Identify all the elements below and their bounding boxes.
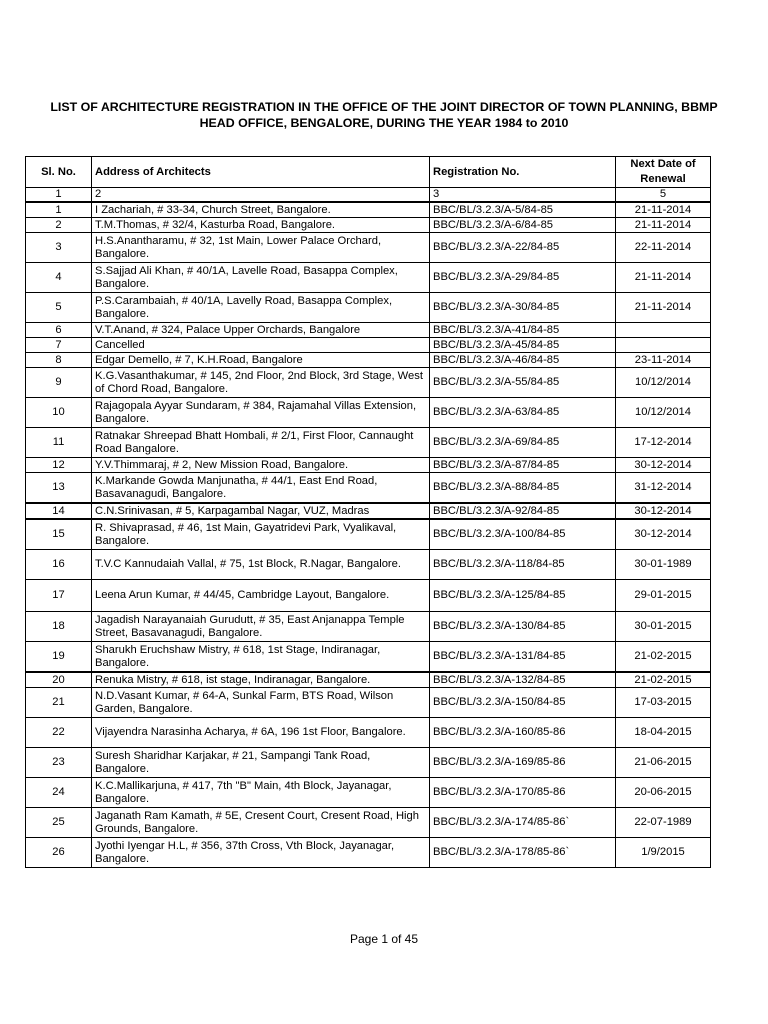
cell-registration-no: BBC/BL/3.2.3/A-169/85-86 (430, 748, 616, 778)
cell-registration-no: BBC/BL/3.2.3/A-160/85-86 (430, 718, 616, 748)
cell-registration-no: BBC/BL/3.2.3/A-118/84-85 (430, 550, 616, 580)
cell-registration-no: BBC/BL/3.2.3/A-63/84-85 (430, 398, 616, 428)
table-row (26, 473, 711, 504)
table-row (26, 263, 711, 293)
cell-renewal-date: 21-11-2014 (616, 293, 711, 323)
table-row (26, 218, 711, 233)
table-row (26, 503, 711, 519)
cell-registration-no: BBC/BL/3.2.3/A-87/84-85 (430, 458, 616, 473)
cell-renewal-date (616, 323, 711, 338)
cell-sl-no: 11 (26, 428, 92, 458)
cell-registration-no: BBC/BL/3.2.3/A-29/84-85 (430, 263, 616, 293)
table-row (26, 338, 711, 353)
cell-address: K.Markande Gowda Manjunatha, # 44/1, East End Road, Basavanagudi, Bangalore. (92, 473, 430, 504)
cell-renewal-date: 21-02-2015 (616, 642, 711, 673)
cell-registration-no: BBC/BL/3.2.3/A-131/84-85 (430, 642, 616, 673)
cell-renewal-date: 17-12-2014 (616, 428, 711, 458)
cell-renewal-date: 31-12-2014 (616, 473, 711, 504)
cell-registration-no: BBC/BL/3.2.3/A-130/84-85 (430, 612, 616, 642)
cell-sl-no: 17 (26, 580, 92, 612)
header-sl-no: Sl. No. (26, 157, 92, 188)
document-title (20, 99, 748, 131)
table-row (26, 428, 711, 458)
table-row (26, 748, 711, 778)
header-address: Address of Architects (92, 157, 430, 188)
cell-address: P.S.Carambaiah, # 40/1A, Lavelly Road, Basappa Complex, Bangalore. (92, 293, 430, 323)
cell-sl-no: 16 (26, 550, 92, 580)
cell-renewal-date: 30-12-2014 (616, 458, 711, 473)
cell-registration-no: BBC/BL/3.2.3/A-178/85-86` (430, 838, 616, 868)
cell-registration-no: BBC/BL/3.2.3/A-132/84-85 (430, 672, 616, 688)
cell-address: Renuka Mistry, # 618, ist stage, Indiranagar, Bangalore. (92, 672, 430, 688)
cell-sl-no: 24 (26, 778, 92, 808)
cell-address: Sharukh Eruchshaw Mistry, # 618, 1st Stage, Indiranagar, Bangalore. (92, 642, 430, 673)
cell-sl-no: 12 (26, 458, 92, 473)
cell-renewal-date: 22-07-1989 (616, 808, 711, 838)
table-row (26, 688, 711, 718)
column-number: 3 (430, 188, 616, 203)
cell-registration-no: BBC/BL/3.2.3/A-92/84-85 (430, 503, 616, 519)
cell-sl-no: 26 (26, 838, 92, 868)
cell-registration-no: BBC/BL/3.2.3/A-6/84-85 (430, 218, 616, 233)
table-row (26, 612, 711, 642)
page-number: Page 1 of 45 (349, 932, 419, 946)
cell-renewal-date: 30-12-2014 (616, 519, 711, 550)
cell-renewal-date: 17-03-2015 (616, 688, 711, 718)
table-row (26, 550, 711, 580)
cell-renewal-date (616, 338, 711, 353)
table-row (26, 718, 711, 748)
cell-renewal-date: 20-06-2015 (616, 778, 711, 808)
cell-renewal-date: 21-11-2014 (616, 218, 711, 233)
column-number: 5 (616, 188, 711, 203)
header-renewal: Next Date of Renewal (616, 157, 711, 188)
cell-address: Jyothi Iyengar H.L, # 356, 37th Cross, Vth Block, Jayanagar, Bangalore. (92, 838, 430, 868)
cell-registration-no: BBC/BL/3.2.3/A-22/84-85 (430, 233, 616, 263)
cell-renewal-date: 21-11-2014 (616, 202, 711, 218)
table-row (26, 519, 711, 550)
cell-registration-no: BBC/BL/3.2.3/A-88/84-85 (430, 473, 616, 504)
cell-address: K.G.Vasanthakumar, # 145, 2nd Floor, 2nd Block, 3rd Stage, West of Chord Road, Bangalore. (92, 368, 430, 398)
cell-address: Rajagopala Ayyar Sundaram, # 384, Rajamahal Villas Extension, Bangalore. (92, 398, 430, 428)
cell-sl-no: 4 (26, 263, 92, 293)
cell-address: Suresh Sharidhar Karjakar, # 21, Sampangi Tank Road, Bangalore. (92, 748, 430, 778)
cell-address: Jagadish Narayanaiah Gurudutt, # 35, East Anjanappa Temple Street, Basavanagudi, Bangalore. (92, 612, 430, 642)
cell-sl-no: 22 (26, 718, 92, 748)
cell-sl-no: 23 (26, 748, 92, 778)
cell-registration-no: BBC/BL/3.2.3/A-55/84-85 (430, 368, 616, 398)
cell-renewal-date: 21-06-2015 (616, 748, 711, 778)
cell-registration-no: BBC/BL/3.2.3/A-100/84-85 (430, 519, 616, 550)
cell-registration-no: BBC/BL/3.2.3/A-41/84-85 (430, 323, 616, 338)
cell-renewal-date: 30-12-2014 (616, 503, 711, 519)
column-number: 1 (26, 188, 92, 203)
cell-registration-no: BBC/BL/3.2.3/A-30/84-85 (430, 293, 616, 323)
cell-registration-no: BBC/BL/3.2.3/A-125/84-85 (430, 580, 616, 612)
cell-sl-no: 14 (26, 503, 92, 519)
cell-sl-no: 25 (26, 808, 92, 838)
cell-sl-no: 18 (26, 612, 92, 642)
cell-registration-no: BBC/BL/3.2.3/A-69/84-85 (430, 428, 616, 458)
table-row (26, 323, 711, 338)
cell-sl-no: 20 (26, 672, 92, 688)
cell-sl-no: 19 (26, 642, 92, 673)
cell-sl-no: 21 (26, 688, 92, 718)
cell-sl-no: 6 (26, 323, 92, 338)
cell-renewal-date: 22-11-2014 (616, 233, 711, 263)
table-row (26, 368, 711, 398)
cell-address: Ratnakar Shreepad Bhatt Hombali, # 2/1, First Floor, Cannaught Road Bangalore. (92, 428, 430, 458)
cell-address: N.D.Vasant Kumar, # 64-A, Sunkal Farm, BTS Road, Wilson Garden, Bangalore. (92, 688, 430, 718)
table-row (26, 808, 711, 838)
cell-registration-no: BBC/BL/3.2.3/A-174/85-86` (430, 808, 616, 838)
cell-address: I Zachariah, # 33-34, Church Street, Bangalore. (92, 202, 430, 218)
cell-renewal-date: 21-02-2015 (616, 672, 711, 688)
cell-address: T.M.Thomas, # 32/4, Kasturba Road, Bangalore. (92, 218, 430, 233)
cell-address: C.N.Srinivasan, # 5, Karpagambal Nagar, VUZ, Madras (92, 503, 430, 519)
cell-sl-no: 1 (26, 202, 92, 218)
table-row (26, 642, 711, 673)
registration-table (25, 156, 711, 868)
cell-sl-no: 8 (26, 353, 92, 368)
table-row (26, 838, 711, 868)
cell-renewal-date: 10/12/2014 (616, 398, 711, 428)
cell-sl-no: 2 (26, 218, 92, 233)
column-number: 2 (92, 188, 430, 203)
cell-registration-no: BBC/BL/3.2.3/A-45/84-85 (430, 338, 616, 353)
table-row (26, 458, 711, 473)
cell-registration-no: BBC/BL/3.2.3/A-5/84-85 (430, 202, 616, 218)
cell-renewal-date: 23-11-2014 (616, 353, 711, 368)
column-number-row (26, 188, 711, 203)
cell-address: Vijayendra Narasinha Acharya, # 6A, 196 1st Floor, Bangalore. (92, 718, 430, 748)
cell-sl-no: 10 (26, 398, 92, 428)
cell-address: K.C.Mallikarjuna, # 417, 7th "B" Main, 4th Block, Jayanagar, Bangalore. (92, 778, 430, 808)
cell-address: Jaganath Ram Kamath, # 5E, Cresent Court, Cresent Road, High Grounds, Bangalore. (92, 808, 430, 838)
cell-renewal-date: 29-01-2015 (616, 580, 711, 612)
table-row (26, 293, 711, 323)
cell-address: S.Sajjad Ali Khan, # 40/1A, Lavelle Road, Basappa Complex, Bangalore. (92, 263, 430, 293)
cell-sl-no: 13 (26, 473, 92, 504)
cell-address: Y.V.Thimmaraj, # 2, New Mission Road, Bangalore. (92, 458, 430, 473)
cell-address: R. Shivaprasad, # 46, 1st Main, Gayatridevi Park, Vyalikaval, Bangalore. (92, 519, 430, 550)
cell-renewal-date: 21-11-2014 (616, 263, 711, 293)
table-row (26, 580, 711, 612)
table-row (26, 353, 711, 368)
header-registration: Registration No. (430, 157, 616, 188)
cell-sl-no: 7 (26, 338, 92, 353)
cell-sl-no: 5 (26, 293, 92, 323)
table-row (26, 202, 711, 218)
table-row (26, 672, 711, 688)
cell-registration-no: BBC/BL/3.2.3/A-170/85-86 (430, 778, 616, 808)
table-row (26, 778, 711, 808)
cell-registration-no: BBC/BL/3.2.3/A-150/84-85 (430, 688, 616, 718)
cell-address: H.S.Anantharamu, # 32, 1st Main, Lower Palace Orchard, Bangalore. (92, 233, 430, 263)
cell-address: Edgar Demello, # 7, K.H.Road, Bangalore (92, 353, 430, 368)
cell-sl-no: 9 (26, 368, 92, 398)
table-row (26, 398, 711, 428)
cell-address: Leena Arun Kumar, # 44/45, Cambridge Layout, Bangalore. (92, 580, 430, 612)
cell-sl-no: 3 (26, 233, 92, 263)
cell-renewal-date: 1/9/2015 (616, 838, 711, 868)
cell-address: Cancelled (92, 338, 430, 353)
cell-renewal-date: 18-04-2015 (616, 718, 711, 748)
cell-address: T.V.C Kannudaiah Vallal, # 75, 1st Block, R.Nagar, Bangalore. (92, 550, 430, 580)
title-line-2: HEAD OFFICE, BENGALORE, DURING THE YEAR 1984 to 2010 (199, 116, 569, 130)
cell-sl-no: 15 (26, 519, 92, 550)
cell-renewal-date: 30-01-2015 (616, 612, 711, 642)
cell-registration-no: BBC/BL/3.2.3/A-46/84-85 (430, 353, 616, 368)
cell-address: V.T.Anand, # 324, Palace Upper Orchards, Bangalore (92, 323, 430, 338)
table-row (26, 233, 711, 263)
table-header-row (26, 157, 711, 188)
cell-renewal-date: 30-01-1989 (616, 550, 711, 580)
title-line-1: LIST OF ARCHITECTURE REGISTRATION IN THE OFFICE OF THE JOINT DIRECTOR OF TOWN PLANNING, BBMP (50, 100, 718, 114)
cell-renewal-date: 10/12/2014 (616, 368, 711, 398)
